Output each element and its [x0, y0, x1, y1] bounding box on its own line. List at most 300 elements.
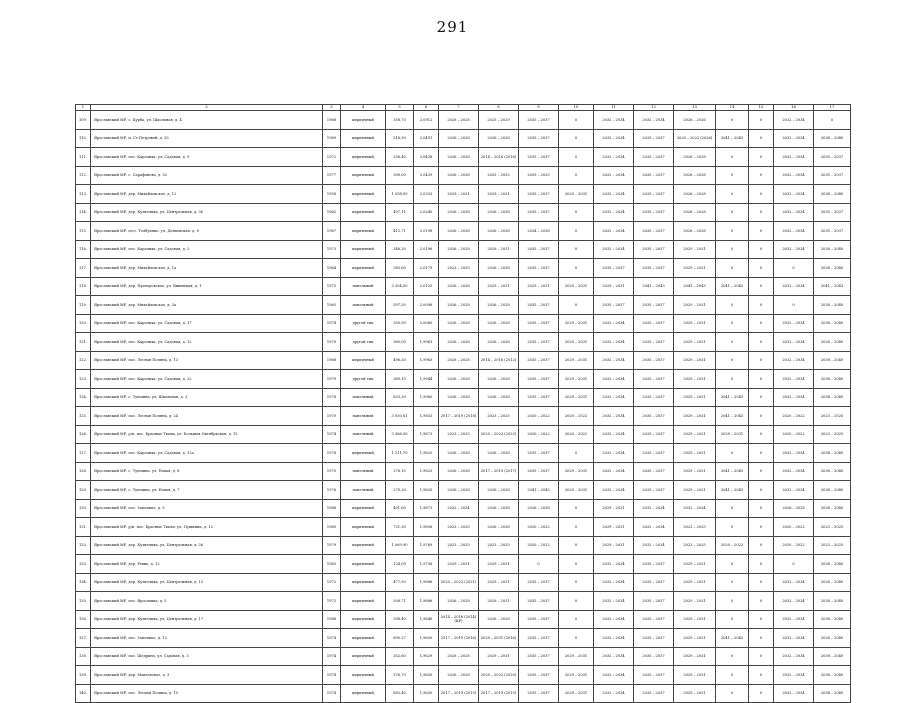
table-cell: 1962 — [323, 203, 341, 222]
table-cell: 2026 – 2028 — [439, 277, 479, 296]
table-cell: 2026 – 2028 — [519, 499, 559, 518]
table-cell: 2035 – 2037 — [634, 481, 674, 500]
table-cell: 2032 – 2034 — [774, 666, 814, 685]
table-cell: 2035 – 2037 — [814, 222, 851, 241]
table-cell: 2035 – 2037 — [519, 333, 559, 352]
table-cell: 2041 – 2043 — [674, 277, 716, 296]
table-cell: 2035 – 2037 — [519, 388, 559, 407]
table-cell: 2026 – 2028 — [439, 222, 479, 241]
table-cell: 2026 – 2028 — [439, 333, 479, 352]
table-cell: 139. — [76, 666, 91, 685]
table-cell: 2032 – 2034 — [774, 129, 814, 148]
table-cell: 0 — [716, 610, 749, 629]
table-cell: 1983 — [323, 555, 341, 574]
table-cell: 129. — [76, 481, 91, 500]
table-cell: 2032 – 2034 — [774, 370, 814, 389]
table-cell: 110. — [76, 129, 91, 148]
table-cell: 2020 – 2022 — [559, 407, 594, 426]
table-cell: 2029 – 2031 — [559, 666, 594, 685]
table-cell: 2035 – 2037 — [634, 407, 674, 426]
table-cell: 2032 – 2034 — [594, 573, 634, 592]
table-cell: кирпичный — [341, 148, 386, 167]
table-cell: 17 — [814, 105, 851, 111]
table-cell: 2029 – 2031 — [559, 351, 594, 370]
table-cell: 128. — [76, 462, 91, 481]
table-cell: 2038 – 2040 — [814, 666, 851, 685]
table-cell: 126. — [76, 425, 91, 444]
table-cell: 2032 – 2034 — [594, 462, 634, 481]
table-row — [76, 647, 851, 666]
table-cell: кирпичный — [341, 518, 386, 537]
table-cell: 0 — [716, 111, 749, 130]
table-cell: 2035 – 2037 — [519, 573, 559, 592]
table-cell: 2038 – 2040 — [814, 462, 851, 481]
table-cell: 2032 – 2034 — [594, 370, 634, 389]
table-row — [76, 407, 851, 426]
table-cell: 2035 – 2037 — [519, 203, 559, 222]
table-cell: Ярославский МР, пос. Лесная Поляна, д. 13 — [91, 351, 323, 370]
table-cell: 0 — [716, 555, 749, 574]
table-cell: 2025 – 2029 — [479, 111, 519, 130]
table-cell: 2035 – 2037 — [634, 610, 674, 629]
table-cell: Ярославский МР, с. Курба, ул. Школьная, д. 4 — [91, 111, 323, 130]
table-cell: 496,20 — [386, 351, 414, 370]
table-cell: 2029 – 2031 — [674, 259, 716, 278]
table-cell: 2038 – 2040 — [814, 592, 851, 611]
table-cell: кирпичный — [341, 129, 386, 148]
table-cell: 2025 – 2032 — [479, 166, 519, 185]
table-cell: 2020 – 2022 (2023) — [479, 425, 519, 444]
table-cell: 2,0439 — [414, 166, 439, 185]
table-cell: 2035 – 2037 — [519, 129, 559, 148]
table-cell: 2038 – 2040 — [814, 185, 851, 204]
table-cell: 0 — [716, 333, 749, 352]
table-cell: 833,30 — [386, 388, 414, 407]
table-cell: 2034 – 2036 — [519, 222, 559, 241]
table-cell: 2023 – 2025 — [814, 425, 851, 444]
table-cell: 2032 – 2034 — [774, 388, 814, 407]
table-cell: 1,9808 — [414, 518, 439, 537]
table-cell: 1,9871 — [414, 499, 439, 518]
table-cell: 2029 – 2031 — [674, 462, 716, 481]
table-cell: 0 — [716, 296, 749, 315]
table-cell: 2029 – 2031 — [674, 629, 716, 648]
table-cell: 2026 – 2028 — [439, 314, 479, 333]
table-cell: Ярославский МР, п. Ст-Петровой, д. 35 — [91, 129, 323, 148]
table-cell: 2029 – 2031 — [559, 388, 594, 407]
table-cell: 497,11 — [386, 203, 414, 222]
table-cell: кирпичный — [341, 629, 386, 648]
table-cell: кирпичный — [341, 240, 386, 259]
table-cell: 3 366,50 — [386, 425, 414, 444]
table-cell: 2020 – 2022 — [559, 425, 594, 444]
table-cell: 1969 — [323, 129, 341, 148]
table-cell: 2029 – 2031 (2016) — [479, 629, 519, 648]
table-cell: 2026 – 2028 — [674, 203, 716, 222]
table-cell: 356,40 — [386, 148, 414, 167]
table-cell: 2029 – 2031 — [674, 296, 716, 315]
table-cell: 1 111,70 — [386, 444, 414, 463]
table-cell: 1,9825 — [414, 481, 439, 500]
table-cell: 2023 – 2025 — [439, 259, 479, 278]
table-cell: 2029 – 2031 — [594, 277, 634, 296]
table-cell: 13 — [674, 105, 716, 111]
table-cell: 1968 — [323, 351, 341, 370]
table-cell: 124. — [76, 388, 91, 407]
table-cell: Ярославский МР, р/п. пос. Красные Ткачи, ул. Большая Октябрьская, д. 15 — [91, 425, 323, 444]
table-cell: 8 — [479, 105, 519, 111]
table-cell: 1974 — [323, 425, 341, 444]
table-cell: Ярославский МР, дер. Прохоровское, ул. Вишневая, д. 1 — [91, 277, 323, 296]
table-cell: 0 — [749, 148, 774, 167]
table-cell: 133. — [76, 555, 91, 574]
table-cell: 1970 — [323, 407, 341, 426]
table-cell: 346,20 — [386, 240, 414, 259]
table-cell: 111. — [76, 148, 91, 167]
table-cell: 2035 – 2037 — [634, 592, 674, 611]
table-cell: кирпичный — [341, 573, 386, 592]
table-cell: 2032 – 2034 — [634, 499, 674, 518]
table-cell: 0 — [716, 499, 749, 518]
table-cell: 2029 – 2031 — [559, 314, 594, 333]
table-cell: 2026 – 2026 — [674, 111, 716, 130]
table-cell: 0 — [716, 666, 749, 685]
table-cell: 2035 – 2037 — [634, 351, 674, 370]
table-row — [76, 425, 851, 444]
table-cell: 1974 — [323, 666, 341, 685]
table-cell: Ярославский МР, дер. Михайловское, д. 2а — [91, 296, 323, 315]
table-cell: 2035 – 2037 — [634, 647, 674, 666]
table-cell: кирпичный — [341, 203, 386, 222]
table-cell: 0 — [716, 444, 749, 463]
table-cell: 2032 – 2034 — [774, 573, 814, 592]
table-cell: 3 — [323, 105, 341, 111]
table-cell: 0 — [559, 296, 594, 315]
table-cell: 115. — [76, 222, 91, 241]
table-cell: 2029 – 2031 — [674, 573, 716, 592]
table-cell: 2032 – 2034 — [594, 684, 634, 703]
table-cell: 2035 – 2037 — [634, 425, 674, 444]
table-cell: 0 — [716, 647, 749, 666]
table-cell: 369,10 — [386, 370, 414, 389]
table-cell: 1973 — [323, 240, 341, 259]
table-cell: 2038 – 2040 — [814, 481, 851, 500]
table-cell: 308,71 — [386, 592, 414, 611]
table-cell: 0 — [749, 536, 774, 555]
table-cell: 2014 – 2016 (2014) (КР) — [439, 610, 479, 629]
table-cell: 2035 – 2037 — [634, 314, 674, 333]
table-cell: 2032 – 2034 — [594, 647, 634, 666]
table-cell: 2035 – 2037 — [519, 351, 559, 370]
table-cell: 0 — [559, 592, 594, 611]
table-cell: 2026 – 2028 — [439, 203, 479, 222]
table-cell: 1,9736 — [414, 555, 439, 574]
table-cell: 2035 – 2037 — [519, 111, 559, 130]
table-cell: панельный — [341, 296, 386, 315]
table-cell: Ярославский МР, пос. Лесная Поляна, д. 24 — [91, 407, 323, 426]
table-cell: 7 — [439, 105, 479, 111]
table-cell: 279,20 — [386, 481, 414, 500]
table-body — [76, 105, 851, 703]
table-cell: 2032 – 2034 — [594, 185, 634, 204]
table-cell: 2032 – 2034 — [774, 277, 814, 296]
table-cell: 1,9853 — [414, 407, 439, 426]
table-cell: 0 — [716, 592, 749, 611]
table-cell: 1 058,00 — [386, 185, 414, 204]
table-cell: 125. — [76, 407, 91, 426]
table-cell: 2032 – 2034 — [774, 166, 814, 185]
table-row — [76, 370, 851, 389]
table-cell: 1,9961 — [414, 333, 439, 352]
table-cell: кирпичный — [341, 684, 386, 703]
table-cell: 0 — [749, 203, 774, 222]
table-cell: 2026 – 2028 — [674, 166, 716, 185]
table-cell: 2038 – 2040 — [814, 388, 851, 407]
table-cell: 1974 — [323, 684, 341, 703]
table-cell: Ярославский МР, пос. Карачиха, ул. Садовая, д. 9 — [91, 148, 323, 167]
table-cell: 0 — [749, 425, 774, 444]
table-cell: 0 — [716, 351, 749, 370]
table-cell: Ярославский МР, с. Сарафоново, д. 52 — [91, 166, 323, 185]
table-cell: 1970 — [323, 333, 341, 352]
table-cell: Ярославский МР, р/п. пос. Красные Ткачи, ул. Пушкина, д. 12 — [91, 518, 323, 537]
table-cell: кирпичный — [341, 185, 386, 204]
table-cell: 0 — [716, 166, 749, 185]
table-cell: 2035 – 2037 — [519, 629, 559, 648]
table-cell: 2029 – 2031 — [479, 647, 519, 666]
table-cell: 2029 – 2031 — [479, 185, 519, 204]
table-cell: 2032 – 2034 — [634, 111, 674, 130]
table-cell: 383,60 — [386, 259, 414, 278]
table-cell: Ярославский МР, пос. Лесная Поляна, д. 15 — [91, 684, 323, 703]
table-cell: 2035 – 2037 — [814, 166, 851, 185]
table-cell: 16 — [774, 105, 814, 111]
table-cell: 0 — [749, 277, 774, 296]
table-cell: 2,0125 — [414, 277, 439, 296]
table-cell: кирпичный — [341, 499, 386, 518]
table-cell: Ярославский МР, дер. Кузнечиха, ул. Центральная, д. 36 — [91, 203, 323, 222]
table-cell: 2,0333 — [414, 185, 439, 204]
table-cell: 1975 — [323, 462, 341, 481]
table-cell: 2,0912 — [414, 111, 439, 130]
table-cell: 1965 — [323, 296, 341, 315]
table-cell: 2032 – 2034 — [594, 666, 634, 685]
table-cell: 2029 – 2031 — [674, 444, 716, 463]
table-cell: 2035 – 2037 — [519, 314, 559, 333]
table-cell: 2,0491 — [414, 129, 439, 148]
table-cell: 2029 – 2031 — [479, 573, 519, 592]
table-cell: 0 — [749, 499, 774, 518]
table-cell: 0 — [749, 610, 774, 629]
table-row — [76, 684, 851, 703]
table-cell: 1972 — [323, 573, 341, 592]
table-cell: 2035 – 2037 — [634, 185, 674, 204]
table-cell: 2017 – 2019 (2017) — [479, 462, 519, 481]
table-cell: 2020 – 2022 — [774, 425, 814, 444]
table-cell: 9 — [519, 105, 559, 111]
table-cell: 2035 – 2037 — [634, 573, 674, 592]
table-cell: 2038 – 2040 — [814, 573, 851, 592]
table-cell: 0 — [716, 259, 749, 278]
table-cell: 2029 – 2031 — [674, 684, 716, 703]
table-cell: 1976 — [323, 481, 341, 500]
table-cell: 2038 – 2040 — [814, 370, 851, 389]
table-cell: 2026 – 2028 — [674, 148, 716, 167]
table-cell: 2035 – 2037 — [634, 240, 674, 259]
table-cell: 2026 – 2028 — [439, 481, 479, 500]
table-cell: 2038 – 2040 — [814, 444, 851, 463]
table-cell: 0 — [559, 129, 594, 148]
table-cell: 276,10 — [386, 462, 414, 481]
table-cell: 2026 – 2028 — [674, 185, 716, 204]
table-cell: 2038 – 2040 — [814, 684, 851, 703]
table-cell: 2029 – 2031 — [559, 684, 594, 703]
table-cell: 2032 – 2034 — [594, 407, 634, 426]
table-cell: 2029 – 2031 — [559, 370, 594, 389]
table-cell: 0 — [716, 203, 749, 222]
table-cell: 2026 – 2028 — [479, 370, 519, 389]
table-cell: другой тип — [341, 370, 386, 389]
table-cell: 2026 – 2028 — [439, 148, 479, 167]
table-cell: 2032 – 2034 — [774, 203, 814, 222]
table-cell: 2026 – 2028 — [479, 296, 519, 315]
table-cell: 2032 – 2034 — [594, 314, 634, 333]
table-cell: 0 — [716, 185, 749, 204]
table-row — [76, 166, 851, 185]
table-cell: 2,0098 — [414, 296, 439, 315]
table-cell: 2032 – 2034 — [774, 444, 814, 463]
table-cell: 2029 – 2031 — [674, 666, 716, 685]
table-cell: 2014 – 2016 (2012) — [479, 351, 519, 370]
table-cell: 2032 – 2034 — [774, 351, 814, 370]
table-cell: 2035 – 2037 — [594, 296, 634, 315]
table-cell: 721,30 — [386, 518, 414, 537]
table-cell: 0 — [749, 259, 774, 278]
table-cell: 350,90 — [386, 314, 414, 333]
table-cell: 2023 – 2025 — [674, 536, 716, 555]
table-cell: Ярославский МР, дер. Ревнь, д. 12 — [91, 555, 323, 574]
table-cell: 0 — [559, 629, 594, 648]
table-cell: 1,9630 — [414, 684, 439, 703]
table-cell: 2032 – 2034 — [774, 314, 814, 333]
table-cell: 123. — [76, 370, 91, 389]
table-cell: 2035 – 2037 — [519, 647, 559, 666]
table-cell: 2032 – 2034 — [439, 499, 479, 518]
table-row — [76, 573, 851, 592]
table-cell: 2026 – 2028 — [479, 333, 519, 352]
table-cell: 0 — [559, 259, 594, 278]
table-row — [76, 499, 851, 518]
table-cell: 2032 – 2034 — [774, 462, 814, 481]
table-row — [76, 481, 851, 500]
table-cell: кирпичный — [341, 592, 386, 611]
table-cell: 0 — [559, 148, 594, 167]
table-cell: 0 — [716, 240, 749, 259]
table-cell: 2038 – 2040 — [814, 610, 851, 629]
table-row — [76, 536, 851, 555]
table-cell: 116. — [76, 240, 91, 259]
table-cell: 2041 – 2043 — [716, 388, 749, 407]
table-cell: 2032 – 2034 — [774, 111, 814, 130]
table-cell: 2041 – 2043 — [716, 481, 749, 500]
table-cell: 2026 – 2028 — [674, 222, 716, 241]
table-cell: 576,70 — [386, 666, 414, 685]
table-cell: 127. — [76, 444, 91, 463]
table-cell: 358,70 — [386, 111, 414, 130]
table-cell: 2038 – 2040 — [814, 240, 851, 259]
table-cell: 0 — [559, 111, 594, 130]
table-row — [76, 277, 851, 296]
table-cell: 2032 – 2034 — [594, 111, 634, 130]
table-cell: 6 — [414, 105, 439, 111]
table-cell: Ярославский МР, дер. Кузнечиха, ул. Центральная, д. 26 — [91, 536, 323, 555]
table-cell: 2,0438 — [414, 148, 439, 167]
table-row — [76, 629, 851, 648]
table-cell: 2035 – 2037 — [634, 684, 674, 703]
table-cell: 2029 – 2031 — [559, 333, 594, 352]
table-cell: 2035 – 2037 — [519, 185, 559, 204]
table-row — [76, 351, 851, 370]
table-cell: 2023 – 2025 — [439, 518, 479, 537]
table-cell: 2032 – 2034 — [594, 240, 634, 259]
table-cell: 2032 – 2034 — [774, 592, 814, 611]
table-cell: 120. — [76, 314, 91, 333]
table-cell: 2035 – 2037 — [634, 388, 674, 407]
table-cell: 2032 – 2034 — [594, 166, 634, 185]
table-cell: 2032 – 2034 — [594, 592, 634, 611]
table-cell: 2035 – 2037 — [634, 129, 674, 148]
table-cell: 2032 – 2034 — [774, 647, 814, 666]
table-cell: 2035 – 2037 — [814, 148, 851, 167]
table-cell: 1 069,90 — [386, 536, 414, 555]
table-cell: 2020 – 2022 — [519, 536, 559, 555]
page-number: 291 — [436, 18, 469, 36]
table-cell: 2032 – 2034 — [774, 610, 814, 629]
table-cell: 3 304,00 — [386, 277, 414, 296]
table-cell: 2038 – 2040 — [814, 333, 851, 352]
table-cell: 1978 — [323, 388, 341, 407]
table-cell: 0 — [559, 518, 594, 537]
table-cell: 2035 – 2037 — [519, 610, 559, 629]
table-cell: Ярославский МР, пос. Щедрино, ул. Садовая, д. 3 — [91, 647, 323, 666]
table-cell: Ярославский МР, пос. Заволжье, д. 12 — [91, 629, 323, 648]
table-cell: 1964 — [323, 259, 341, 278]
table-cell: 0 — [559, 536, 594, 555]
table-cell: 2035 – 2037 — [519, 592, 559, 611]
table-cell: 0 — [749, 388, 774, 407]
table-row — [76, 111, 851, 130]
table-cell: 0 — [716, 370, 749, 389]
table-row — [76, 203, 851, 222]
table-cell: 12 — [634, 105, 674, 111]
table-cell: панельный — [341, 481, 386, 500]
table-cell: 2035 – 2037 — [519, 296, 559, 315]
table-cell: 140. — [76, 684, 91, 703]
table-cell: 2026 – 2028 — [439, 296, 479, 315]
table-cell: 2029 – 2031 — [559, 185, 594, 204]
table-cell: 390,00 — [386, 166, 414, 185]
table-cell: 398,40 — [386, 610, 414, 629]
table-cell: 1974 — [323, 314, 341, 333]
table-cell: 2032 – 2034 — [594, 388, 634, 407]
table-cell: 0 — [749, 240, 774, 259]
table-cell: 1,9686 — [414, 573, 439, 592]
table-cell: 2 — [91, 105, 323, 111]
table-cell: 2029 – 2031 — [559, 481, 594, 500]
table-row — [76, 148, 851, 167]
table-cell: 412,71 — [386, 222, 414, 241]
table-cell: 2032 – 2034 — [594, 629, 634, 648]
